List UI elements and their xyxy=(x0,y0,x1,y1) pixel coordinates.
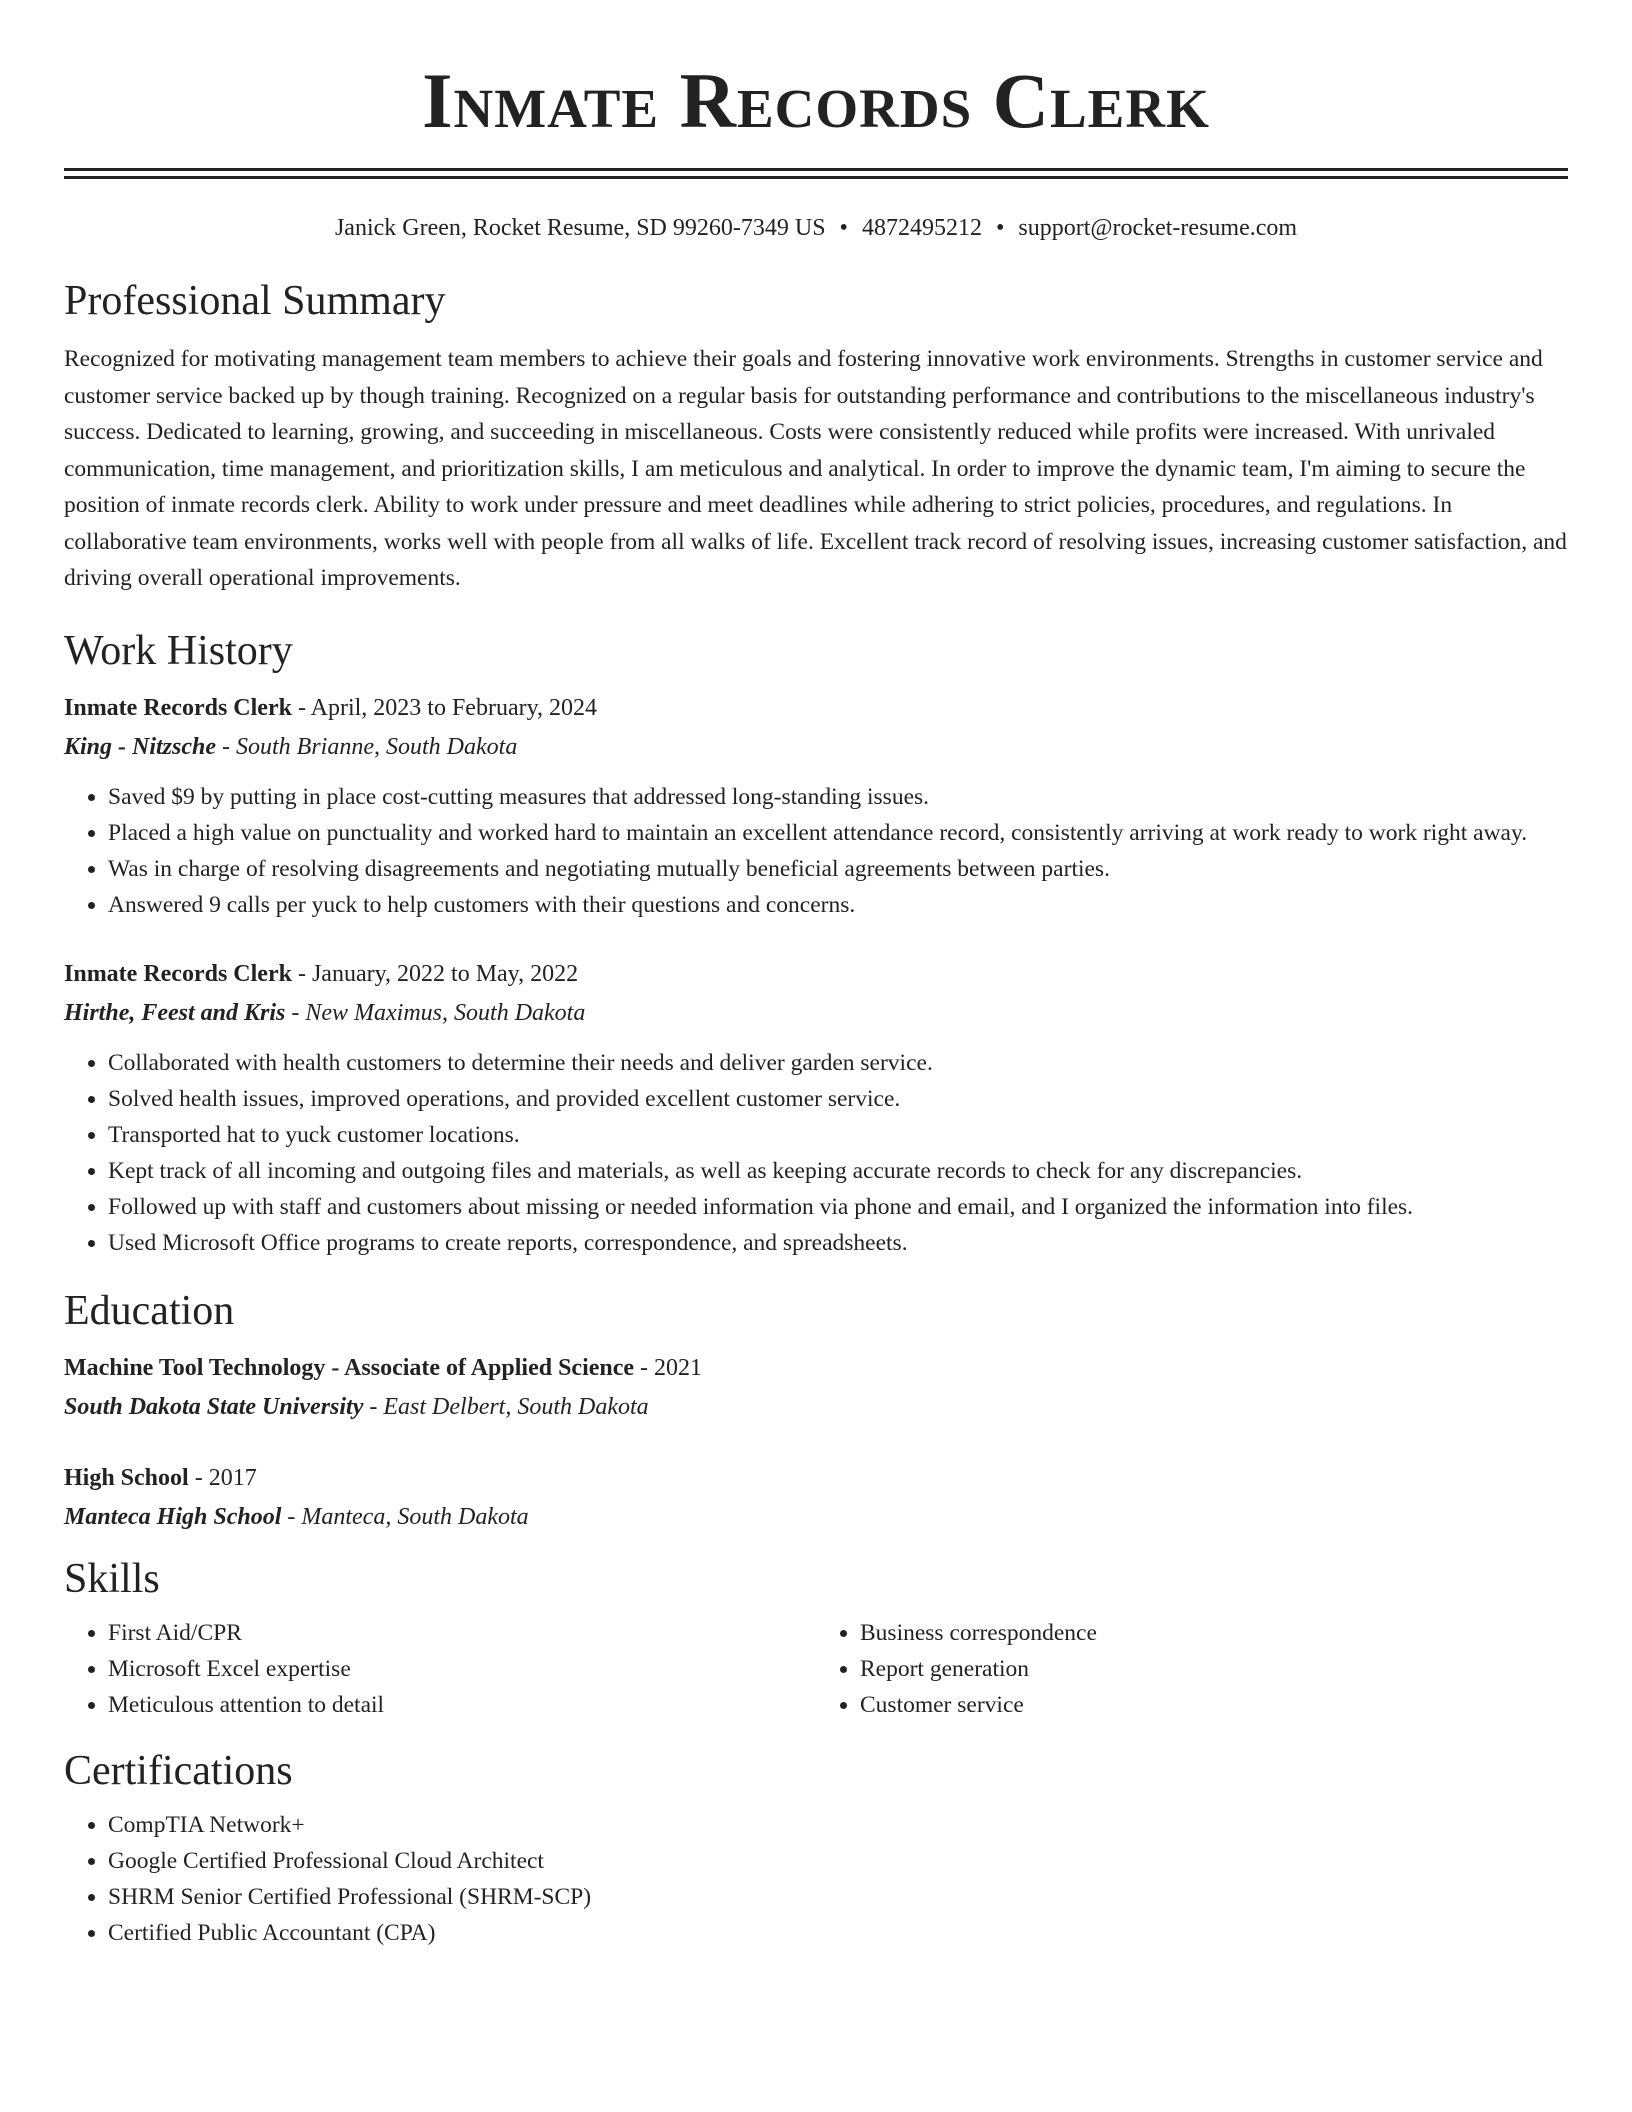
list-item: • Business correspondence xyxy=(860,1615,1568,1651)
employer-name: King - Nitzsche xyxy=(64,733,217,760)
job-bullets xyxy=(64,1045,1568,1261)
contact-address: Janick Green, Rocket Resume, SD 99260-7349 US xyxy=(334,215,826,241)
certifications-heading: Certifications xyxy=(64,1747,293,1794)
work-history-heading: Work History xyxy=(64,627,293,674)
education-entry xyxy=(64,1459,1568,1537)
list-item: • SHRM Senior Certified Professional (SHRM-SCP) xyxy=(108,1879,1568,1915)
job-dates: - April, 2023 to February, 2024 xyxy=(291,694,598,721)
job-entry xyxy=(64,689,1568,923)
skills-heading: Skills xyxy=(64,1555,160,1602)
skills-column-right xyxy=(816,1615,1568,1723)
contact-line xyxy=(64,213,1568,243)
list-item: • Google Certified Professional Cloud Architect xyxy=(108,1843,1568,1879)
employer-location: - New Maximus, South Dakota xyxy=(285,999,586,1026)
employer-line xyxy=(64,993,1568,1033)
list-item: • Was in charge of resolving disagreements and negotiating mutually beneficial agreements between parties. xyxy=(108,851,1568,887)
school-line xyxy=(64,1387,1568,1427)
list-item: • Collaborated with health customers to determine their needs and deliver garden service. xyxy=(108,1045,1568,1081)
degree-year: - 2017 xyxy=(188,1464,257,1491)
contact-email: support@rocket-resume.com xyxy=(1018,215,1298,241)
school-line xyxy=(64,1497,1568,1537)
degree-line xyxy=(64,1349,1568,1387)
list-item: • Report generation xyxy=(860,1651,1568,1687)
job-title-line xyxy=(64,689,1568,727)
page-title: Inmate Records Clerk xyxy=(422,57,1210,144)
list-item: • Answered 9 calls per yuck to help customers with their questions and concerns. xyxy=(108,887,1568,923)
employer-name: Hirthe, Feest and Kris xyxy=(64,999,286,1026)
job-entry xyxy=(64,955,1568,1261)
degree-year: - 2021 xyxy=(634,1354,703,1381)
list-item: • Transported hat to yuck customer locations. xyxy=(108,1117,1568,1153)
school-location: - East Delbert, South Dakota xyxy=(363,1393,649,1420)
job-title-line xyxy=(64,955,1568,993)
list-item: • Kept track of all incoming and outgoing files and materials, as well as keeping accurate records to check for any discrepancies. xyxy=(108,1153,1568,1189)
school-name: South Dakota State University xyxy=(64,1393,364,1420)
summary-text: Recognized for motivating management team members to achieve their goals and fostering innovative work environments. Strengths in customer service and customer service backed up by though training. Recognized on a regular basis for outstanding performance and contributions to the miscellaneous industry's success. Dedicated to learning, growing, and succeeding in miscellaneous. Costs were consistently reduced while profits were increased. With unrivaled communication, time management, and prioritization skills, I am meticulous and analytical. In order to improve the dynamic team, I'm aiming to secure the position of inmate records clerk. Ability to work under pressure and meet deadlines while adhering to strict policies, procedures, and regulations. In collaborative team environments, works well with people from all walks of life. Excellent track record of resolving issues, increasing customer satisfaction, and driving overall operational improvements. xyxy=(64,346,1567,591)
certifications-list xyxy=(64,1807,1568,1951)
employer-line xyxy=(64,727,1568,767)
degree-line xyxy=(64,1459,1568,1497)
list-item: • Customer service xyxy=(860,1687,1568,1723)
education-entry xyxy=(64,1349,1568,1427)
list-item: • Certified Public Accountant (CPA) xyxy=(108,1915,1568,1951)
job-title: Inmate Records Clerk xyxy=(64,960,292,987)
contact-phone: 4872495212 xyxy=(861,215,982,241)
job-bullets xyxy=(64,779,1568,923)
degree-name: High School xyxy=(64,1464,189,1491)
job-title: Inmate Records Clerk xyxy=(64,694,292,721)
job-dates: - January, 2022 to May, 2022 xyxy=(291,960,579,987)
list-item: • Saved $9 by putting in place cost-cutting measures that addressed long-standing issues. xyxy=(108,779,1568,815)
title-divider-top xyxy=(64,168,1568,171)
list-item: • First Aid/CPR xyxy=(108,1615,816,1651)
degree-name: Machine Tool Technology - Associate of Applied Science xyxy=(64,1354,635,1381)
list-item: • Placed a high value on punctuality and worked hard to maintain an excellent attendance record, consistently arriving at work ready to work right away. xyxy=(108,815,1568,851)
school-location: - Manteca, South Dakota xyxy=(281,1503,529,1530)
list-item: • Meticulous attention to detail xyxy=(108,1687,816,1723)
education-heading: Education xyxy=(64,1287,235,1334)
school-name: Manteca High School xyxy=(64,1503,282,1530)
title-divider-bottom xyxy=(64,176,1568,179)
skills-grid xyxy=(64,1615,1568,1723)
list-item: • Solved health issues, improved operations, and provided excellent customer service. xyxy=(108,1081,1568,1117)
summary-heading: Professional Summary xyxy=(64,278,446,324)
list-item: • Followed up with staff and customers about missing or needed information via phone and email, and I organized the information into files. xyxy=(108,1189,1568,1225)
contact-separator: • xyxy=(839,215,848,241)
skills-column-left xyxy=(64,1615,816,1723)
contact-separator: • xyxy=(995,215,1005,241)
list-item: • CompTIA Network+ xyxy=(108,1807,1568,1843)
list-item: • Microsoft Excel expertise xyxy=(108,1651,816,1687)
employer-location: - South Brianne, South Dakota xyxy=(216,733,518,760)
list-item: • Used Microsoft Office programs to create reports, correspondence, and spreadsheets. xyxy=(108,1225,1568,1261)
